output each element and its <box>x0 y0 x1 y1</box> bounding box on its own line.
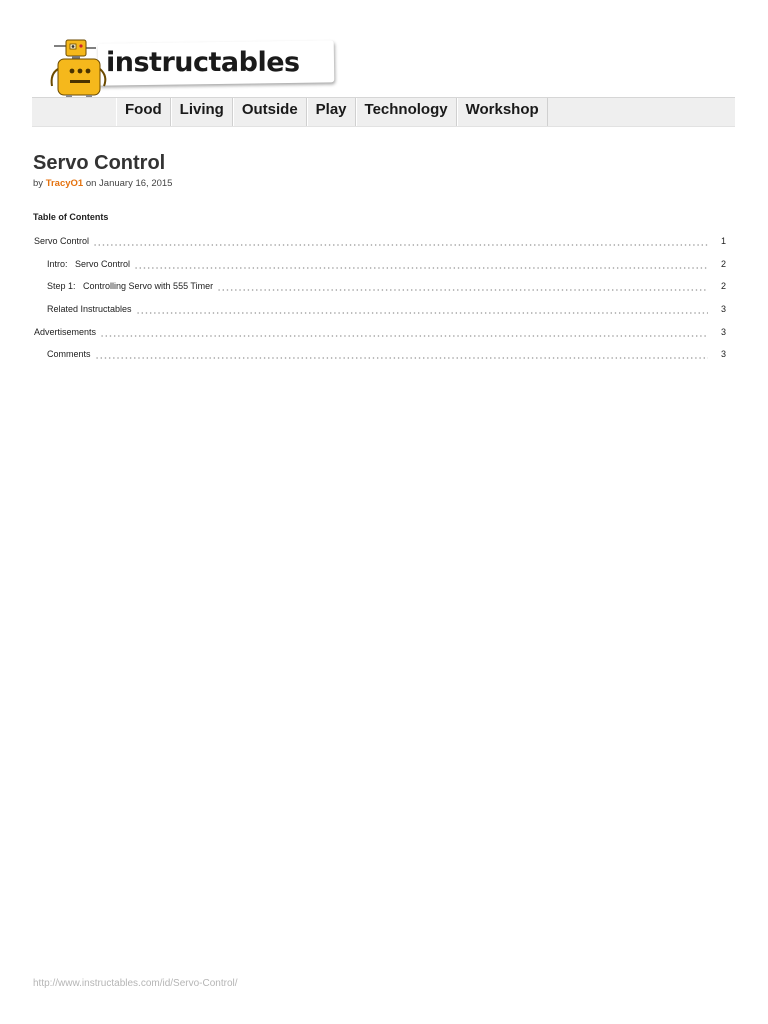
toc-entry[interactable] <box>34 280 726 303</box>
toc-entry-label[interactable]: Intro: Servo Control <box>47 258 134 271</box>
toc-entry[interactable] <box>34 258 726 281</box>
nav-item-food[interactable]: Food <box>116 98 171 126</box>
toc-entry-page: 3 <box>720 326 726 337</box>
footer-url-link[interactable]: http://www.instructables.com/id/Servo-Control/ <box>33 978 238 989</box>
toc-entry[interactable] <box>34 235 726 258</box>
author-link[interactable]: TracyO1 <box>45 178 84 189</box>
category-nav <box>32 97 735 127</box>
toc-entry[interactable] <box>34 348 726 371</box>
toc-leader-dots <box>217 282 708 291</box>
toc-entry-label[interactable]: Servo Control <box>34 235 93 248</box>
toc-entry-page: 1 <box>720 236 726 246</box>
toc-entry-page: 3 <box>720 349 726 360</box>
toc-entry-page: 2 <box>720 258 726 269</box>
logo-wordmark[interactable]: instructables <box>106 47 300 78</box>
toc-entry-page: 3 <box>720 304 726 315</box>
toc-leader-dots <box>95 350 708 359</box>
toc-entry-page: 2 <box>720 281 726 292</box>
nav-item-play[interactable]: Play <box>307 98 356 126</box>
toc-leader-dots <box>136 305 708 314</box>
toc-entry-label[interactable]: Step 1: Controlling Servo with 555 Timer <box>47 280 217 293</box>
page-title: Servo Control <box>33 152 166 174</box>
nav-item-living[interactable]: Living <box>171 98 233 126</box>
byline-date: on January 16, 2015 <box>85 178 173 189</box>
toc-leader-dots <box>134 260 708 269</box>
toc-entry-label[interactable]: Related Instructables <box>47 303 136 316</box>
nav-item-workshop[interactable]: Workshop <box>457 98 548 126</box>
toc-entry[interactable] <box>34 326 726 349</box>
byline <box>33 177 172 190</box>
toc-entry-label[interactable]: Advertisements <box>34 326 100 339</box>
nav-item-outside[interactable]: Outside <box>233 98 307 126</box>
toc-leader-dots <box>100 328 708 337</box>
site-header <box>0 0 768 130</box>
nav-item-technology[interactable]: Technology <box>356 98 457 126</box>
category-nav-items <box>116 98 548 126</box>
table-of-contents <box>34 235 726 371</box>
toc-leader-dots <box>93 237 708 246</box>
byline-prefix: by <box>33 178 44 189</box>
toc-entry[interactable] <box>34 303 726 326</box>
toc-entry-label[interactable]: Comments <box>47 348 95 361</box>
toc-heading: Table of Contents <box>33 212 109 222</box>
